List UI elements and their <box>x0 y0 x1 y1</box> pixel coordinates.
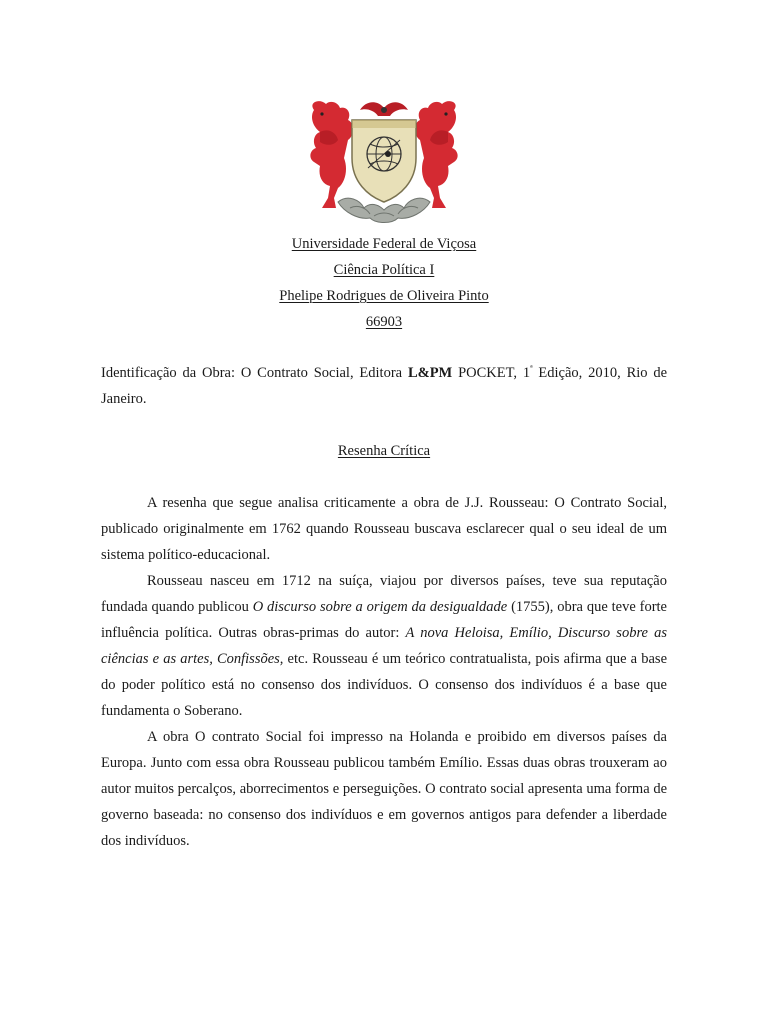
paragraph-1: A resenha que segue analisa criticamente a obra de J.J. Rousseau: O Contrato Social, publicado originalmente em 1762 quando Rousseau buscava esclarecer qual o seu ideal de um sistema político-educacional. <box>101 495 667 563</box>
section-title: Resenha Crítica <box>337 443 431 459</box>
university-crest-logo <box>304 98 464 228</box>
work-identification <box>101 360 667 386</box>
student-id: 66903 <box>365 314 403 330</box>
paragraph-2 <box>101 568 667 724</box>
paragraph-2-text-b: (1755), obra que teve forte influência política. Outras obras-primas do autor: <box>101 599 667 641</box>
author-name: Phelipe Rodrigues de Oliveira Pinto <box>279 288 489 304</box>
identification-publisher: L&PM <box>407 365 453 381</box>
course-name: Ciência Política I <box>333 262 435 278</box>
identification-label: Identificação da Obra: <box>101 365 236 381</box>
right-dragon-icon <box>415 101 458 208</box>
edition-superscript: ª <box>530 363 533 374</box>
paragraph-2-works-list: A nova Heloisa, Emílio, Discurso sobre as ciências e as artes, Confissões, <box>101 625 668 667</box>
paragraph-2-book-title: O discurso sobre a origem da desigualdade <box>252 599 508 615</box>
review-body <box>101 490 667 854</box>
left-dragon-icon <box>310 101 353 208</box>
work-identification-end: Janeiro. <box>101 391 147 407</box>
university-name: Universidade Federal de Viçosa <box>291 236 477 252</box>
paragraph-2-text-c: etc. Rousseau é um teórico contratualista, pois afirma que a base do poder político está no consenso dos indivíduos. O consenso dos indivíduos é a base que fundamenta o Soberano. <box>101 651 668 719</box>
identification-edition: Edição, 2010, Rio de <box>538 365 668 381</box>
paragraph-3: A obra O contrato Social foi impresso na Holanda e proibido em diversos países da Europa. Junto com essa obra Rousseau publicou também Emílio. Essas duas obras trouxeram ao autor muitos percalços, aborrecimentos e perseguições. O contrato social apresenta uma forma de governo baseada: no consenso dos indivíduos e em governos antigos para defender a liberdade dos indivíduos. <box>101 729 667 849</box>
crest-top-ornament-icon <box>360 102 408 116</box>
paragraph-2-text-a: Rousseau nasceu em 1712 na suíça, viajou por diversos países, teve sua reputação fundada quando publicou <box>101 573 667 615</box>
identification-title: O Contrato Social, Editora <box>240 365 403 381</box>
identification-publisher-rest: POCKET, 1 <box>458 365 531 381</box>
